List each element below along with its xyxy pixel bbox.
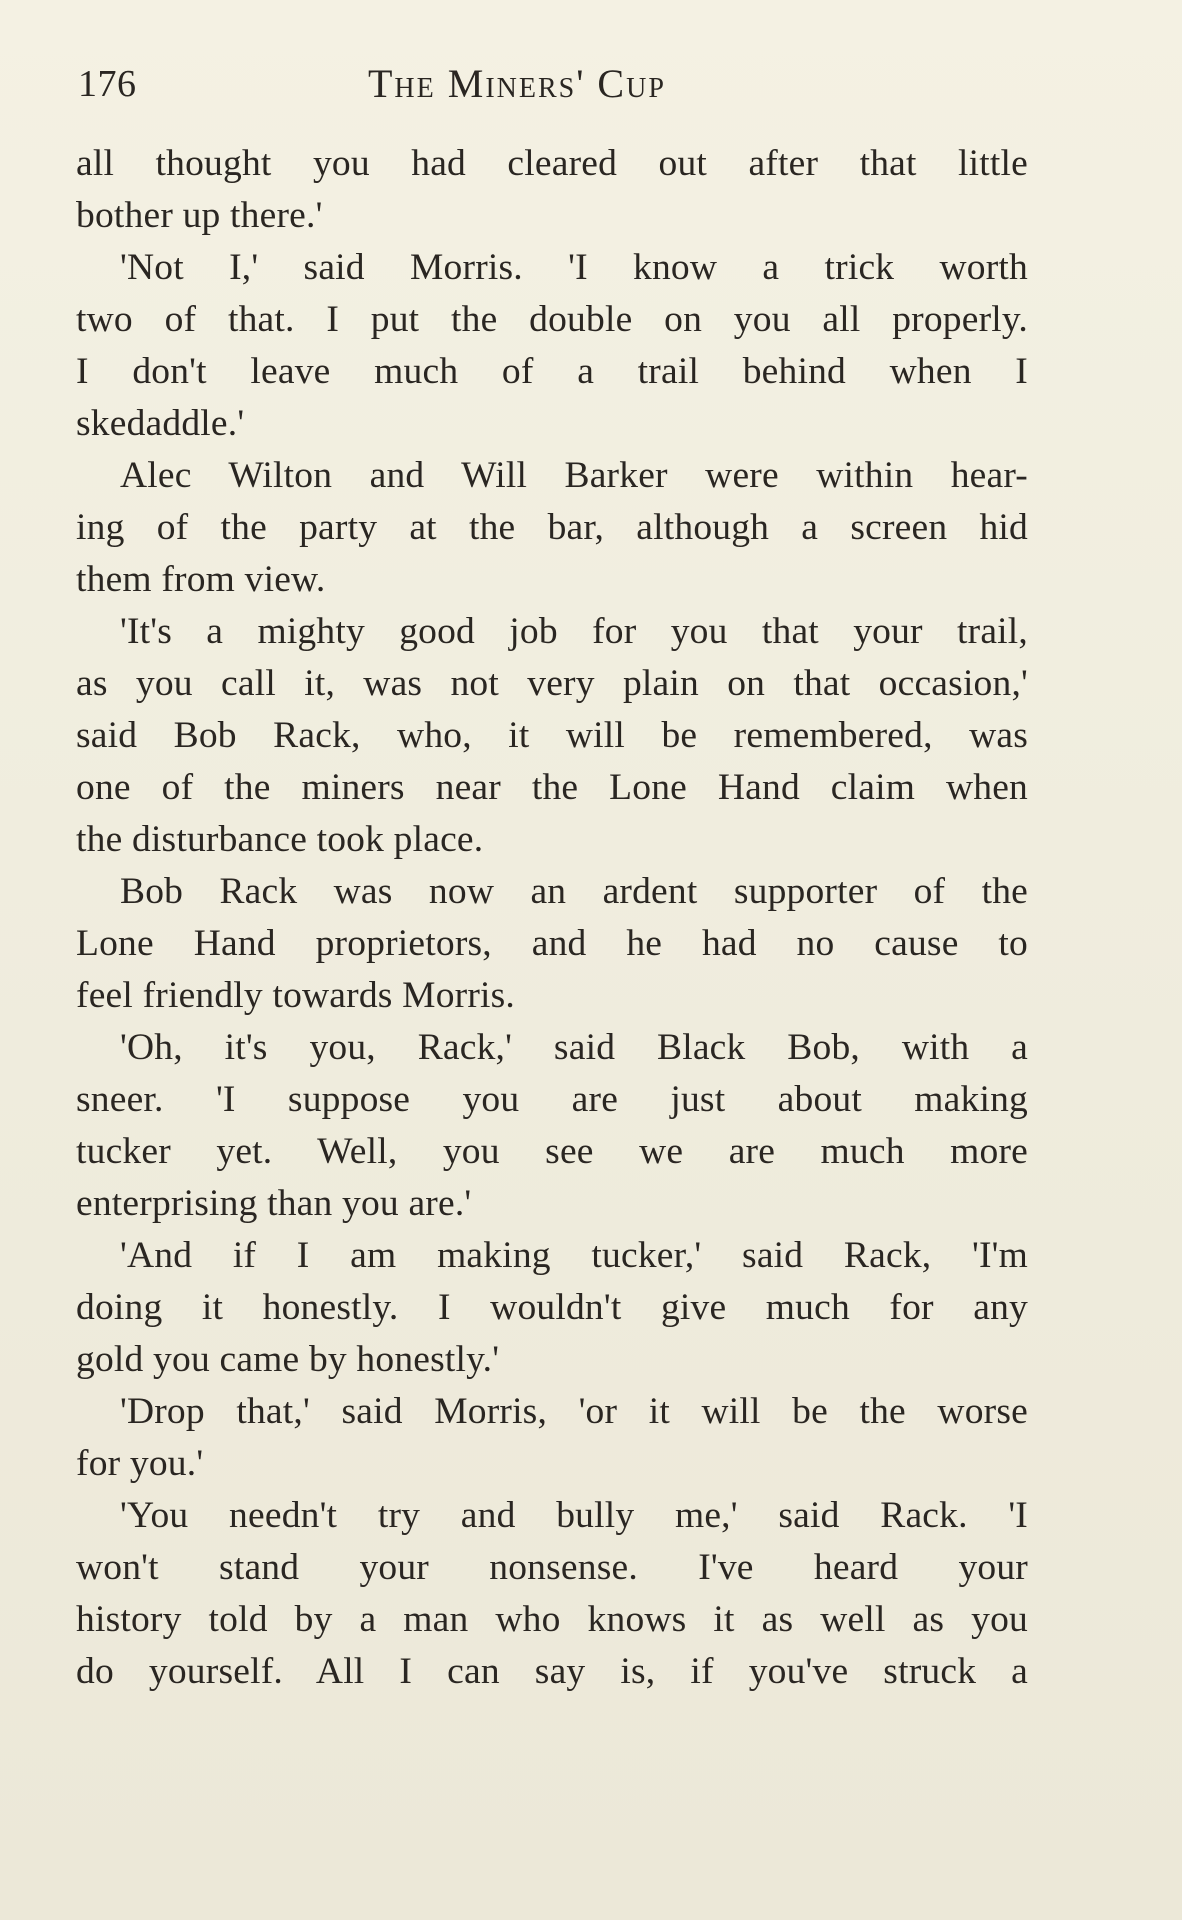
text-line: sneer. 'I suppose you are just about making [76,1079,1028,1120]
text-line: 'You needn't try and bully me,' said Rack. 'I [120,1495,1028,1536]
text-line: enterprising than you are.' [76,1183,472,1224]
text-line: as you call it, was not very plain on that occasion,' [76,663,1028,704]
text-line: gold you came by honestly.' [76,1339,500,1380]
running-head: The Miners' Cup [368,61,666,106]
text-line: Lone Hand proprietors, and he had no cause to [76,923,1028,964]
text-line: feel friendly towards Morris. [76,975,516,1016]
page-header [78,56,1028,112]
text-line: 'Drop that,' said Morris, 'or it will be the worse [120,1391,1028,1432]
text-line: Bob Rack was now an ardent supporter of the [120,871,1028,912]
page-body-text [76,138,1028,1698]
text-line: history told by a man who knows it as well as you [76,1599,1028,1640]
text-line: 'And if I am making tucker,' said Rack, 'I'm [120,1235,1028,1276]
text-line: tucker yet. Well, you see we are much more [76,1131,1028,1172]
text-line: I don't leave much of a trail behind when I [76,351,1028,392]
text-line: one of the miners near the Lone Hand claim when [76,767,1028,808]
text-line: Alec Wilton and Will Barker were within hear- [120,455,1028,496]
text-line: doing it honestly. I wouldn't give much for any [76,1287,1028,1328]
page-number: 176 [78,63,137,105]
text-line: 'Not I,' said Morris. 'I know a trick worth [120,247,1028,288]
text-line: won't stand your nonsense. I've heard your [76,1547,1028,1588]
text-line: do yourself. All I can say is, if you've struck a [76,1651,1028,1692]
text-line: bother up there.' [76,195,323,236]
text-line: ing of the party at the bar, although a screen hid [76,507,1028,548]
text-line: for you.' [76,1443,204,1484]
text-line: 'It's a mighty good job for you that your trail, [120,611,1028,652]
text-line: two of that. I put the double on you all properly. [76,299,1028,340]
text-line: them from view. [76,559,326,600]
text-line: skedaddle.' [76,403,245,444]
text-line: said Bob Rack, who, it will be remembered, was [76,715,1028,756]
text-line: all thought you had cleared out after that little [76,143,1028,184]
text-line: the disturbance took place. [76,819,484,860]
text-line: 'Oh, it's you, Rack,' said Black Bob, with a [120,1027,1028,1068]
